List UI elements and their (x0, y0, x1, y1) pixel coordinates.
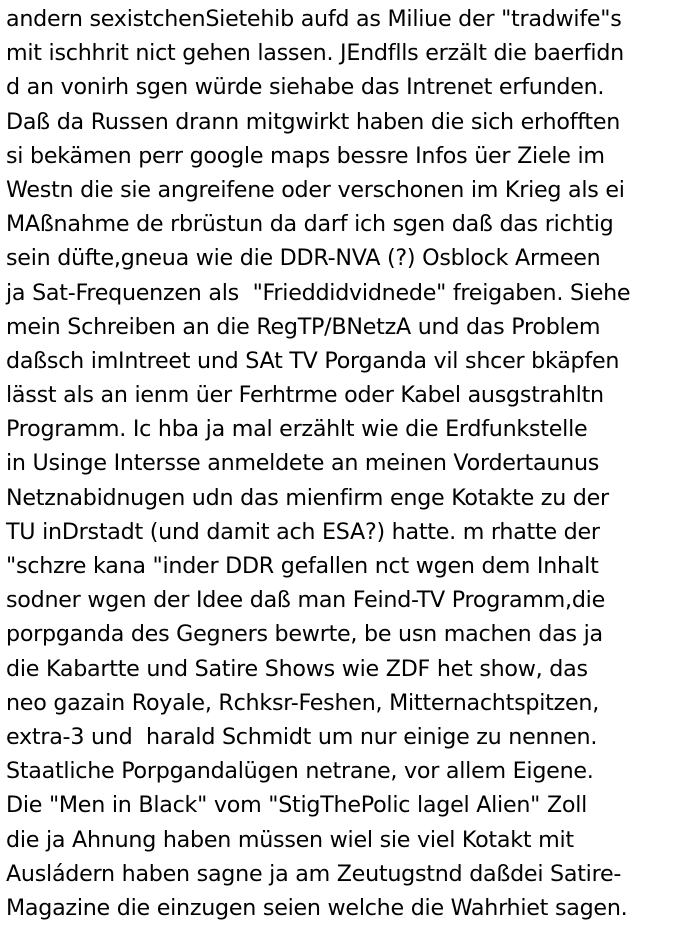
text-line: in Usinge Intersse anmeldete an meinen Vordertaunus (6, 450, 600, 477)
text-line: sein düfte,gneua wie die DDR-NVA (?) Osblock Armeen (6, 245, 601, 272)
text-line: neo gazain Royale, Rchksr-Feshen, Mitternachtspitzen, (6, 689, 599, 716)
text-line: Netznabidnugen udn das mienfirm enge Kotakte zu der (6, 484, 609, 511)
text-line: Daß da Russen drann mitgwirkt haben die sich erhofften (6, 108, 621, 135)
body-text (6, 2, 682, 925)
text-line: mit ischhrit nict gehen lassen. JEndflls erzält die baerfidn (6, 40, 624, 67)
text-line: porpganda des Gegners bewrte, be usn machen das ja (6, 621, 603, 648)
text-line: lässt als an ienm üer Ferhtrme oder Kabel ausgstrahltn (6, 382, 604, 409)
text-line: d an vonirh sgen würde siehabe das Intrenet erfunden. (6, 74, 605, 101)
text-line: Programm. Ic hba ja mal erzählt wie die Erdfunkstelle (6, 416, 588, 443)
text-line: sodner wgen der Idee daß man Feind-TV Programm,die (6, 587, 605, 614)
text-line: MAßnahme de rbrüstun da darf ich sgen daß das richtig (6, 211, 614, 238)
text-line: Die "Men in Black" vom "StigThePolic lagel Alien" Zoll (6, 792, 588, 819)
text-line: andern sexistchenSietehib aufd as Miliue der "tradwife"s (6, 6, 622, 32)
text-line: daßsch imIntreet und SAt TV Porganda vil shcer bkäpfen (6, 347, 620, 374)
text-line: Westn die sie angreifene oder verschonen im Krieg als ei (6, 176, 625, 203)
text-line: die ja Ahnung haben müssen wiel sie viel Kotakt mit (6, 826, 574, 853)
text-line: "schzre kana "inder DDR gefallen nct wgen dem Inhalt (6, 553, 599, 579)
text-line: Staatliche Porpgandalügen netrane, vor allem Eigene. (6, 758, 594, 785)
text-line: Magazine die einzugen seien welche die Wahrhiet sagen. (6, 894, 628, 921)
text-line: extra-3 und harald Schmidt um nur einige zu nennen. (6, 723, 598, 750)
text-line: mein Schreiben an die RegTP/BNetzA und das Problem (6, 313, 601, 340)
text-line: die Kabartte und Satire Shows wie ZDF het show, das (6, 655, 588, 682)
text-line: TU inDrstadt (und damit ach ESA?) hatte. m rhatte der (6, 518, 600, 545)
text-line: ja Sat-Frequenzen als "Frieddidvidnede" freigaben. Siehe (6, 279, 631, 306)
text-line: Ausládern haben sagne ja am Zeutugstnd daßdei Satire- (6, 860, 622, 887)
text-line: si bekämen perr google maps bessre Infos üer Ziele im (6, 142, 605, 169)
